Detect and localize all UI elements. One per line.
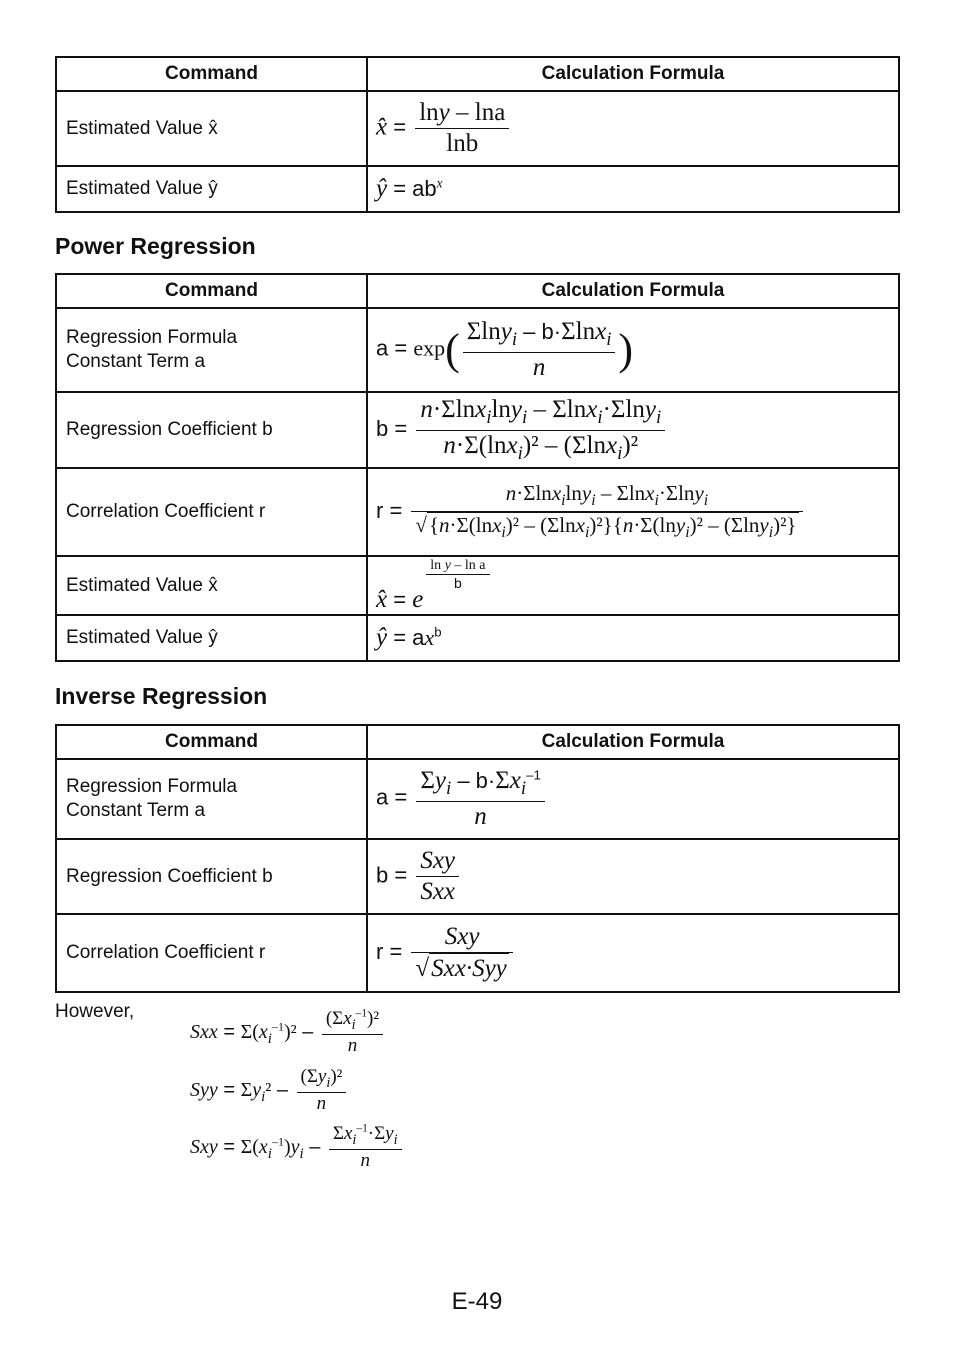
header-formula: Calculation Formula xyxy=(367,274,899,308)
page-number: E-49 xyxy=(451,1288,503,1315)
command-cell: Correlation Coefficient r xyxy=(56,914,367,992)
section-heading-inverse: Inverse Regression xyxy=(55,683,268,709)
command-cell: Regression Coefficient b xyxy=(56,839,367,914)
header-formula: Calculation Formula xyxy=(367,57,899,91)
sxy-equation: Sxy = $\Sigma(x_i^{-1})y_i$ – $\frac{\Sigma x_i^{-1}\cdot\Sigma y_i}{n}$ xyxy=(190,1123,405,1173)
formula-cell: ŷ = $ab^x$ xyxy=(367,166,899,212)
inverse-regression-table xyxy=(55,724,900,993)
command-cell: Correlation Coefficient r xyxy=(56,468,367,556)
formula-cell: ŷ = $ax^b$ xyxy=(367,615,899,661)
command-cell: Estimated Value ŷ xyxy=(56,166,367,212)
command-cell: Regression Coefficient b xyxy=(56,392,367,468)
command-cell: Estimated Value ŷ xyxy=(56,615,367,661)
command-cell: Estimated Value x̂ xyxy=(56,91,367,166)
formula-cell: r = $\frac{\text{Sxy}}{\text{√Sxx·Syy}}$ xyxy=(367,914,899,992)
formula-cell: r = $\frac{n\cdot\Sigma\ln x_i\ln y_i - \Sigma\ln x_i\cdot\Sigma\ln y_i}{√\{n\cdot\Sigma(\ln x_i)^2 - (\Sigma\ln x_i)^2\}\{n\cdot\Sigma(\ln y_i)^2 - (\Sigma\ln y_i)^2\}}$ xyxy=(367,468,899,556)
sxx-equation: Sxx = $\Sigma(x_i^{-1})^2$ – $\frac{(\Sigma x_i^{-1})^2}{n}$ xyxy=(190,1008,386,1058)
top-formula-table xyxy=(55,56,900,213)
formula-cell: x̂ = e $\frac{\text{ln y – ln a}}{b}$ xyxy=(367,556,899,615)
formula-cell: a = $\frac{\Sigma y_i - b\cdot\Sigma x_i^{-1}}{n}$ xyxy=(367,759,899,839)
command-cell: Regression Formula Constant Term a xyxy=(56,308,367,392)
formula-cell: b = $\frac{\text{Sxy}}{\text{Sxx}}$ xyxy=(367,839,899,914)
header-command: Command xyxy=(56,57,367,91)
header-command: Command xyxy=(56,725,367,759)
formula-cell: b = $\frac{n\cdot\Sigma\ln x_i\ln y_i - \Sigma\ln x_i\cdot\Sigma\ln y_i}{n\cdot\Sigma(\ln x_i)^2 - (\Sigma\ln x_i)^2}$ xyxy=(367,392,899,468)
command-cell: Estimated Value x̂ xyxy=(56,556,367,615)
power-regression-table xyxy=(55,273,900,662)
formula-cell: x̂ = $\frac{\ln y - \ln a}{\ln b}$ xyxy=(367,91,899,166)
header-command: Command xyxy=(56,274,367,308)
however-label: However, xyxy=(55,1001,135,1022)
syy-equation: Syy = $\Sigma y_i^2$ – $\frac{(\Sigma y_i)^2}{n}$ xyxy=(190,1066,349,1116)
formula-cell: a = exp( $\frac{\Sigma\ln y_i - b\cdot\Sigma\ln x_i}{n}$ ) xyxy=(367,308,899,392)
command-cell: Regression Formula Constant Term a xyxy=(56,759,367,839)
section-heading-power: Power Regression xyxy=(55,233,256,259)
header-formula: Calculation Formula xyxy=(367,725,899,759)
